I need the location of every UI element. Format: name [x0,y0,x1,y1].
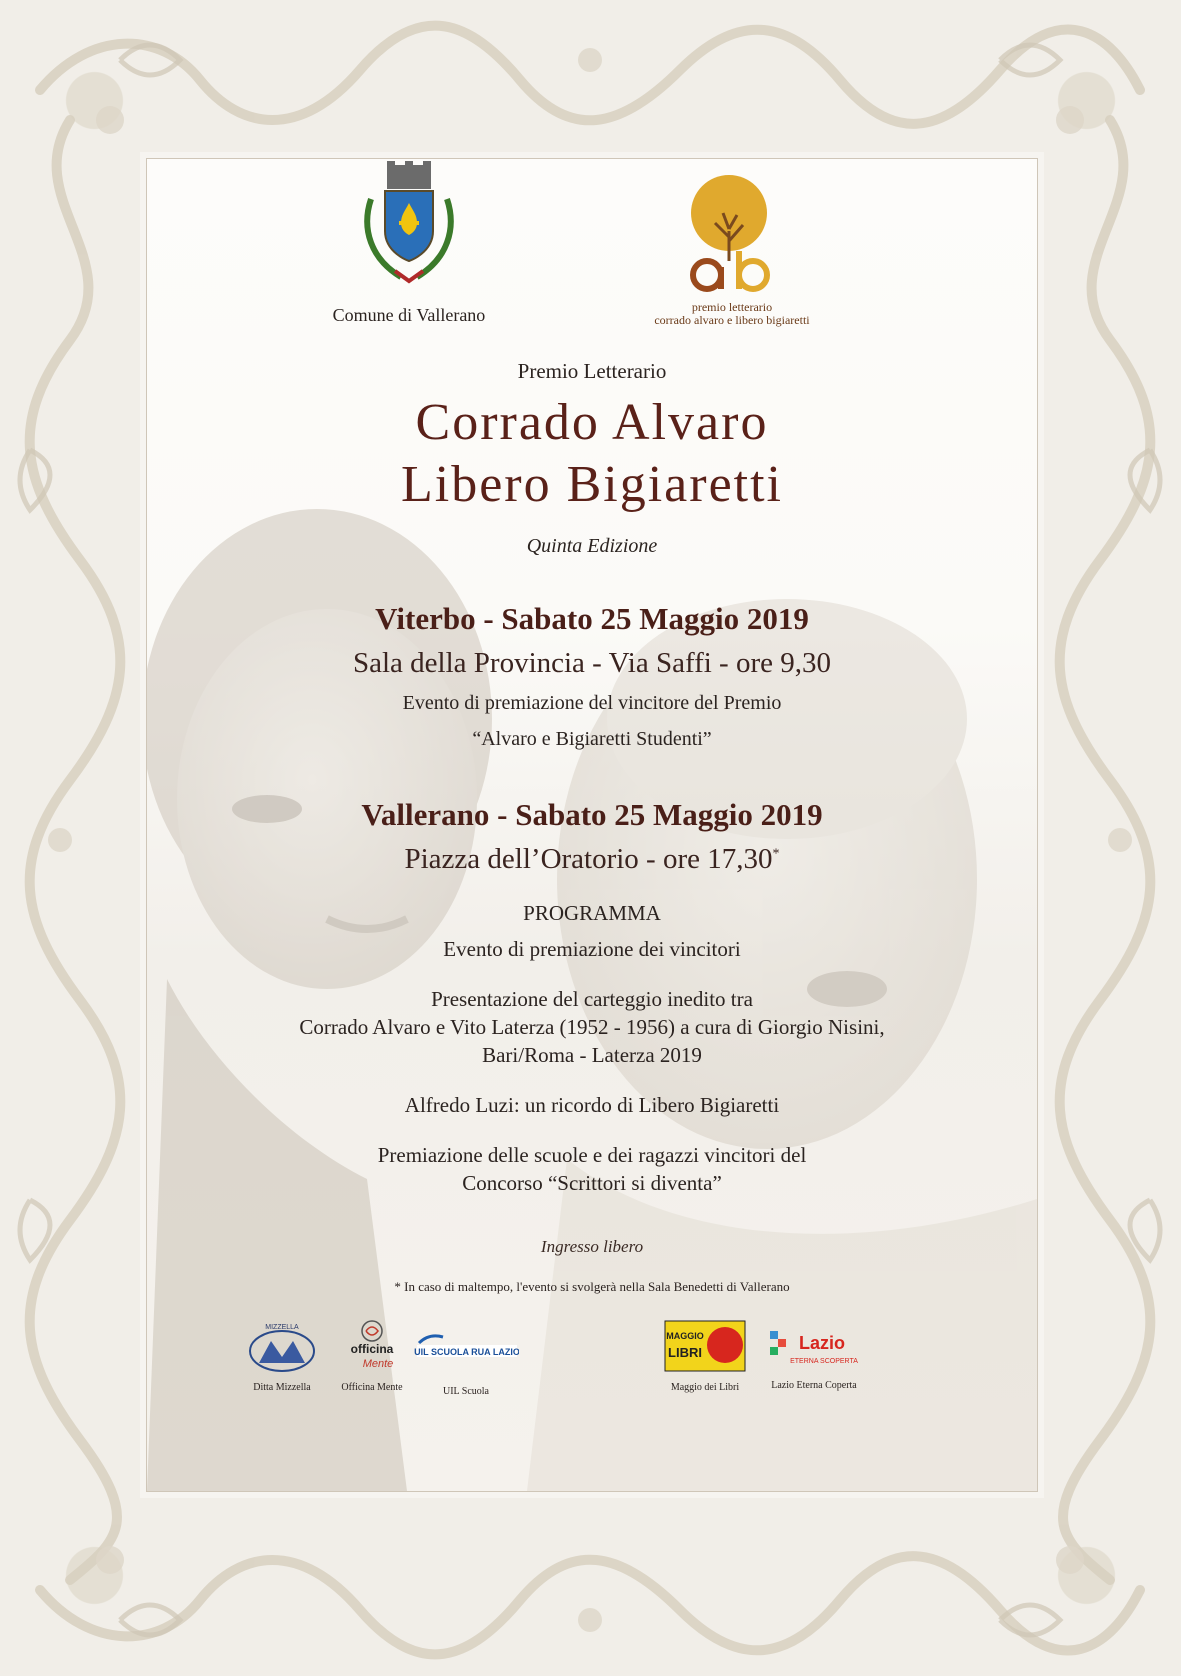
title-line-1: Corrado Alvaro [415,394,769,451]
mizzella-logo-text: MIZZELLA [265,1324,299,1331]
title-line-2: Libero Bigiaretti [400,456,783,513]
tree-logo-icon [657,171,807,301]
program-item: Alfredo Luzi: un ricordo di Libero Bigiaretti [404,1093,780,1117]
edition: Quinta Edizione [526,535,658,557]
entry-note: Ingresso libero [540,1237,644,1256]
program-item: Concorso “Scrittori si diventa” [462,1171,722,1195]
weather-note: * In caso di maltempo, l'evento si svolgerà nella Sala Benedetti di Vallerano [394,1279,790,1294]
premio-logo-block [617,171,847,327]
program-item: Presentazione del carteggio inedito tra [431,987,753,1011]
comune-caption: Comune di Vallerano [332,305,486,325]
event2-venue: Piazza dell’Oratorio - ore 17,30 [404,843,773,875]
coat-of-arms-icon [349,159,469,299]
sponsor-name: Lazio Eterna Coperta [771,1380,857,1391]
officina-logo-text-2: Mente [362,1358,394,1370]
maggio-logo-text: MAGGIO [666,1331,704,1341]
event1-desc-1: Evento di premiazione del vincitore del Premio [402,692,782,714]
program-title: PROGRAMMA [523,901,661,925]
maggio-libri-logo-icon [663,1319,747,1373]
uil-logo-text: UIL SCUOLA RUA LAZIO [414,1347,519,1357]
officina-logo-icon [332,1317,412,1373]
poster-panel [146,158,1038,1492]
lazio-logo-icon [764,1321,864,1371]
sponsor-maggio [659,1319,751,1393]
sponsor-lazio [759,1321,869,1391]
premio-logo-caption-2: corrado alvaro e libero bigiaretti [654,313,810,327]
mizzella-logo-icon [247,1321,317,1373]
program-item: Evento di premiazione dei vincitori [443,937,741,961]
premio-logo-caption-1: premio letterario [691,300,773,314]
event2-date: Vallerano - Sabato 25 Maggio 2019 [361,797,823,832]
sponsor-name: UIL Scuola [442,1386,489,1397]
pretitle: Premio Letterario [517,359,667,383]
comune-logo-block [309,159,509,326]
program-item: Bari/Roma - Laterza 2019 [482,1043,702,1067]
event2-venue-mark: * [772,846,780,862]
sponsor-officina [327,1317,417,1393]
event2-venue-line [147,843,1037,876]
sponsor-mizzella [239,1321,325,1393]
sponsor-name: Officina Mente [341,1382,403,1393]
sponsor-name: Ditta Mizzella [253,1382,311,1393]
program-item: Premiazione delle scuole e dei ragazzi vincitori del [377,1143,807,1167]
uil-logo-icon [413,1327,519,1373]
lazio-logo-text-2: ETERNA SCOPERTA [790,1358,858,1365]
event1-desc-2: “Alvaro e Bigiaretti Studenti” [472,728,712,750]
sponsor-name: Maggio dei Libri [670,1382,740,1393]
event1-venue: Sala della Provincia - Via Saffi - ore 9,30 [353,647,831,679]
lazio-logo-text: Lazio [798,1333,846,1353]
maggio-logo-text-2: LIBRI [668,1345,702,1360]
officina-logo-text: officina [350,1342,394,1356]
program-item: Corrado Alvaro e Vito Laterza (1952 - 1956) a cura di Giorgio Nisini, [299,1015,885,1039]
sponsor-uil [411,1327,521,1397]
event1-date: Viterbo - Sabato 25 Maggio 2019 [375,601,809,636]
